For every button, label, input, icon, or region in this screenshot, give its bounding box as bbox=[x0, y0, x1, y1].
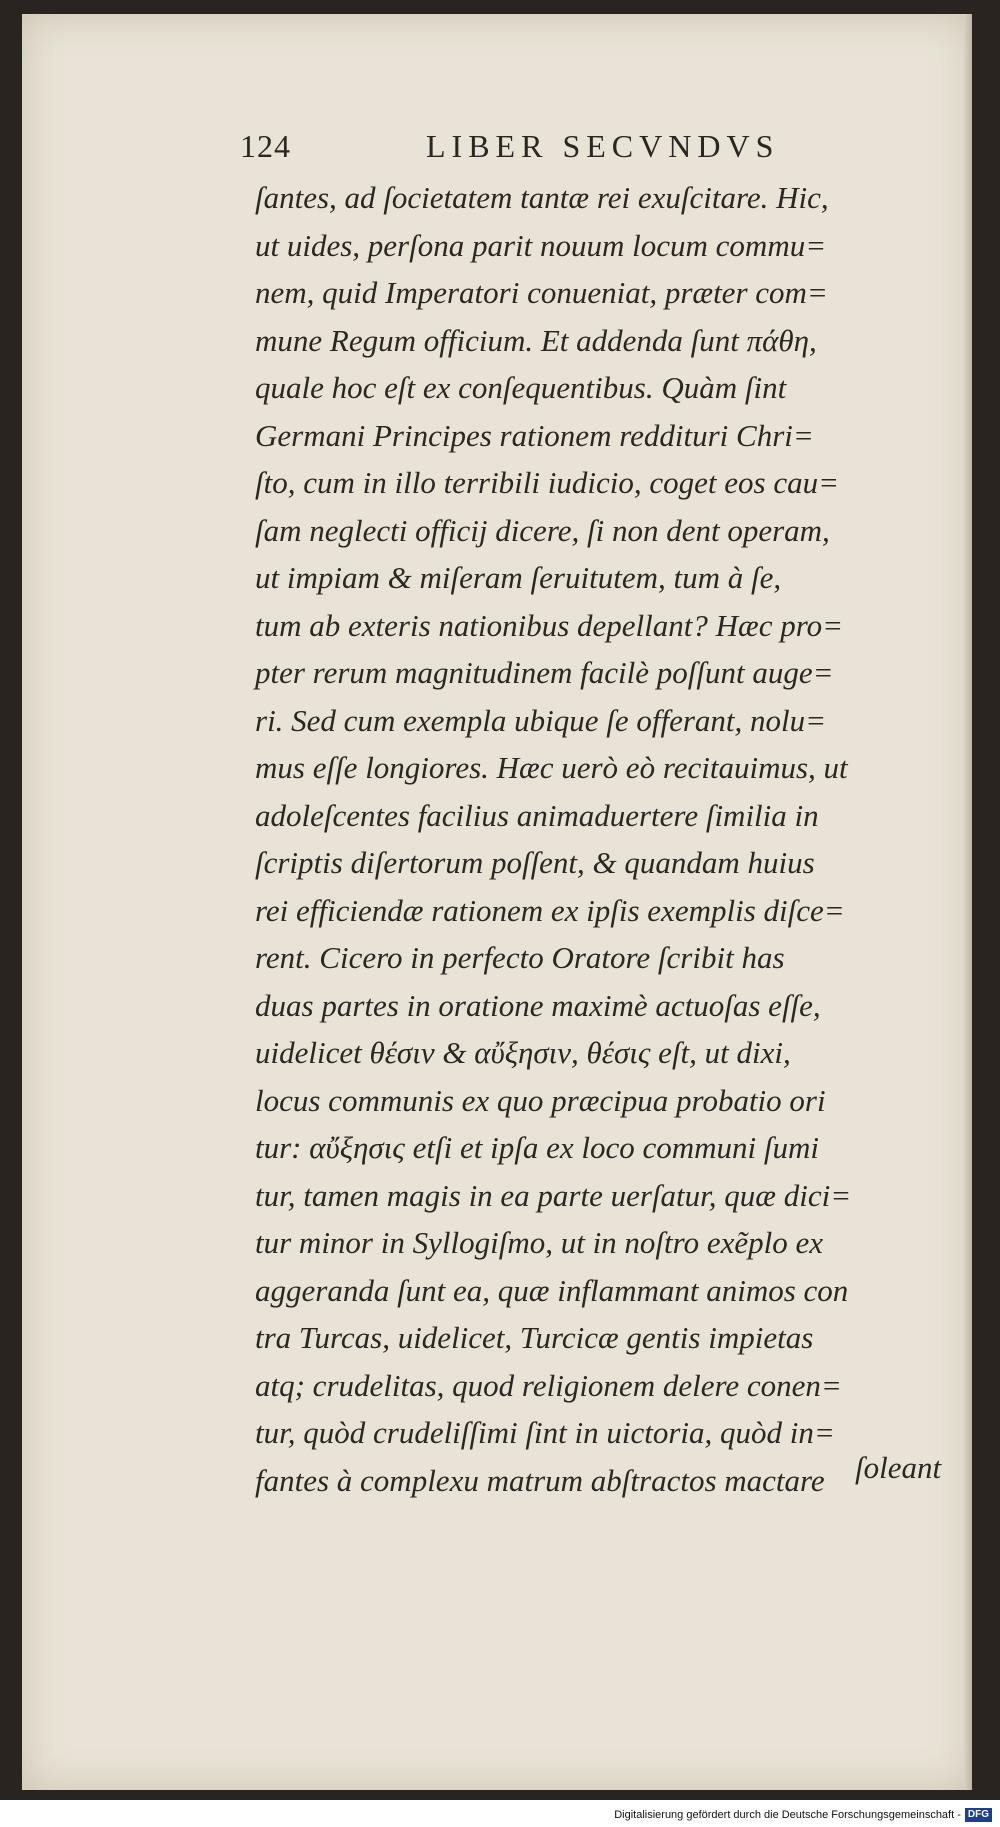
text-line: tur minor in Syllogiſmo, ut in noſtro exẽplo ex bbox=[255, 1225, 823, 1260]
text-line: rei efficiendæ rationem ex ipſis exemplis diſce= bbox=[255, 892, 845, 928]
text-line: ſam neglecti officij dicere, ſi non dent operam, bbox=[255, 512, 830, 548]
text-line: tur, quòd crudeliſſimi ſint in uictoria, quòd in= bbox=[255, 1415, 835, 1450]
text-line: mus eſſe longiores. Hæc uerò eò recitauimus, ut bbox=[255, 750, 848, 785]
text-line: pter rerum magnitudinem facilè poſſunt auge= bbox=[255, 655, 834, 690]
text-line: fantes à complexu matrum abſtractos mactare bbox=[255, 1462, 825, 1498]
catchword: ſoleant bbox=[855, 1450, 942, 1485]
body-text bbox=[255, 174, 975, 1504]
text-line: duas partes in oratione maximè actuoſas eſſe, bbox=[255, 987, 821, 1023]
text-line: ut impiam & miſeram ſeruitutem, tum à ſe, bbox=[255, 560, 782, 595]
text-line: ſcriptis diſertorum poſſent, & quandam huius bbox=[255, 845, 815, 880]
text-line: tur, tamen magis in ea parte uerſatur, quæ dici= bbox=[255, 1177, 852, 1213]
credit-text: Digitalisierung gefördert durch die Deutsche Forschungsgemeinschaft - bbox=[614, 1809, 961, 1821]
page-number: 124 bbox=[240, 128, 291, 164]
text-line: uidelicet θέσιν & αὔξησιν, θέσις eſt, ut dixi, bbox=[255, 1035, 791, 1070]
text-line: ri. Sed cum exempla ubique ſe offerant, nolu= bbox=[255, 702, 827, 738]
text-line: atq; crudelitas, quod religionem delere conen= bbox=[255, 1367, 842, 1403]
text-line: tur: αὔξησις etſi et ipſa ex loco communi ſumi bbox=[255, 1130, 819, 1165]
text-line: tra Turcas, uidelicet, Turcicæ gentis impietas bbox=[255, 1320, 814, 1355]
text-line: mune Regum officium. Et addenda ſunt πάθη, bbox=[255, 322, 817, 358]
dfg-logo: DFG bbox=[965, 1808, 992, 1822]
text-line: quale hoc eſt ex conſequentibus. Quàm ſint bbox=[255, 370, 787, 405]
text-line: Germani Principes rationem reddituri Chri= bbox=[255, 417, 814, 453]
text-line: ut uides, perſona parit nouum locum commu= bbox=[255, 227, 827, 263]
text-line: ſantes, ad ſocietatem tantæ rei exuſcitare. Hic, bbox=[255, 180, 829, 215]
running-head: LIBER SECVNDVS bbox=[426, 128, 780, 164]
text-line: ſto, cum in illo terribili iudicio, coget eos cau= bbox=[255, 465, 840, 500]
text-line: tum ab exteris nationibus depellant? Hæc pro= bbox=[255, 607, 844, 643]
text-line: adoleſcentes facilius animaduertere ſimilia in bbox=[255, 797, 819, 833]
text-line: nem, quid Imperatori conueniat, præter com= bbox=[255, 275, 828, 310]
text-line: aggeranda ſunt ea, quæ inflammant animos con bbox=[255, 1272, 849, 1308]
page-header bbox=[240, 128, 880, 168]
text-line: rent. Cicero in perfecto Oratore ſcribit has bbox=[255, 940, 785, 975]
digitization-credit bbox=[614, 1808, 992, 1822]
text-line: locus communis ex quo præcipua probatio ori bbox=[255, 1082, 826, 1118]
